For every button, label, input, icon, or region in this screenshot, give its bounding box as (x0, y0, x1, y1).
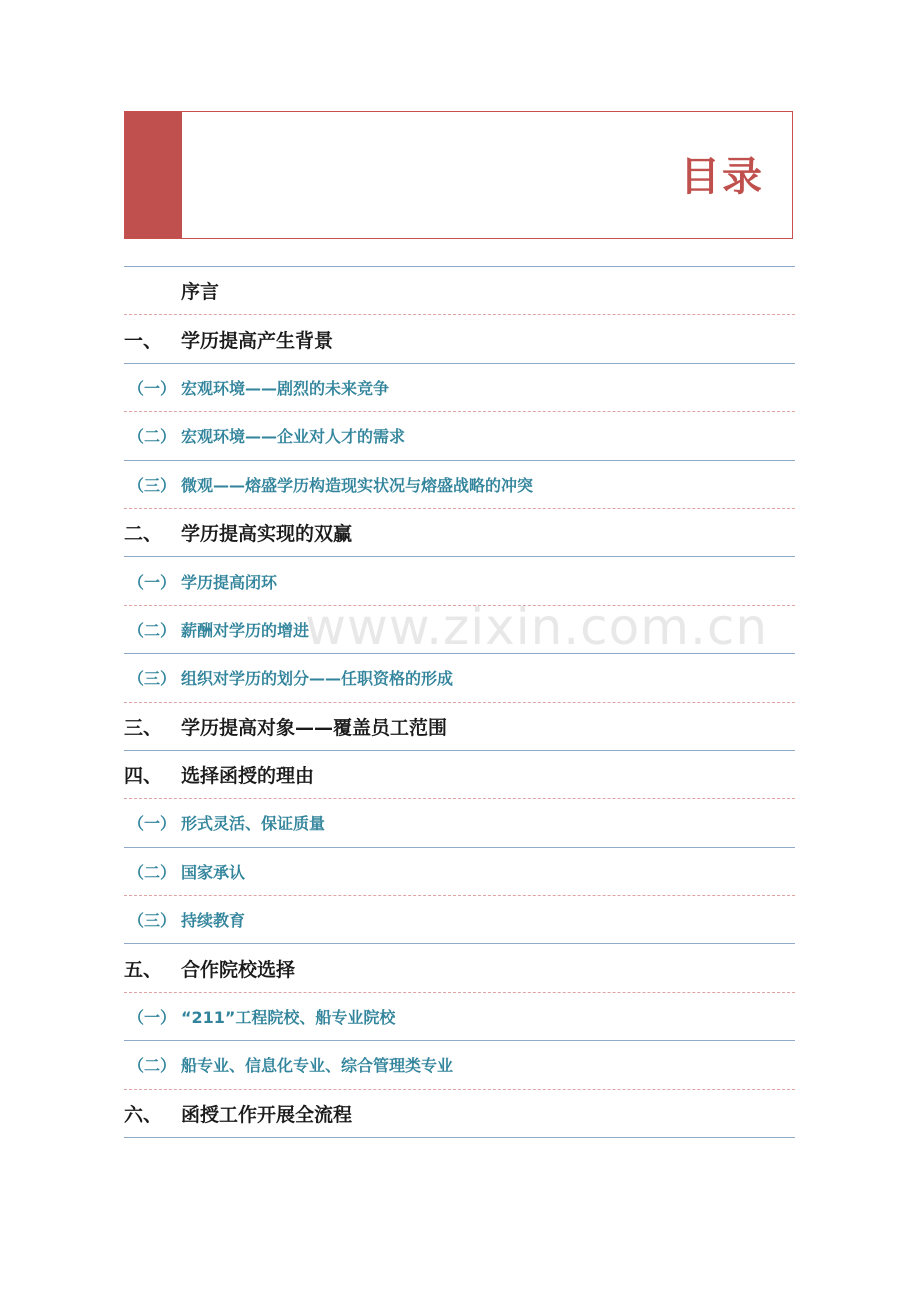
toc-subentry-number: （一） (128, 1008, 177, 1028)
toc-entry[interactable] (124, 509, 795, 557)
toc-subentry-number: （二） (128, 862, 177, 882)
toc-subentry[interactable] (124, 364, 795, 412)
page-title: 目录 (680, 154, 764, 200)
toc-entry-title: 选择函授的理由 (181, 765, 315, 788)
toc-subentry-title: 宏观环境——剧烈的未来竞争 (181, 378, 390, 398)
toc-entry-number: 五、 (124, 958, 163, 981)
toc-subentry[interactable] (124, 606, 795, 654)
toc-subentry-number: （一） (128, 378, 177, 398)
toc-entry[interactable] (124, 944, 795, 992)
toc-header-box (124, 111, 793, 239)
toc-subentry[interactable] (124, 557, 795, 605)
table-of-contents (124, 267, 795, 1138)
toc-entry[interactable] (124, 751, 795, 799)
toc-subentry[interactable] (124, 461, 795, 509)
toc-subentry-number: （三） (128, 911, 177, 931)
toc-entry-title: 学历提高产生背景 (181, 329, 334, 352)
toc-entry-title: 序言 (181, 281, 220, 304)
toc-entry-title: 学历提高实现的双赢 (181, 523, 353, 546)
toc-subentry-title: 薪酬对学历的增进 (181, 620, 310, 640)
toc-subentry-number: （二） (128, 1056, 177, 1076)
toc-subentry-title: 形式灵活、保证质量 (181, 814, 326, 834)
toc-subentry-number: （三） (128, 475, 177, 495)
toc-subentry-number: （二） (128, 427, 177, 447)
toc-entry-number: 四、 (124, 765, 163, 788)
toc-subentry[interactable] (124, 896, 795, 944)
header-accent-bar (125, 112, 182, 238)
toc-entry-title: 合作院校选择 (181, 958, 296, 981)
toc-subentry[interactable] (124, 654, 795, 702)
toc-subentry-title: 微观——熔盛学历构造现实状况与熔盛战略的冲突 (181, 475, 534, 495)
toc-subentry-number: （三） (128, 669, 177, 689)
toc-subentry-title: 船专业、信息化专业、综合管理类专业 (181, 1056, 454, 1076)
toc-entry-number: 三、 (124, 716, 163, 739)
toc-entry[interactable] (124, 315, 795, 363)
toc-subentry[interactable] (124, 799, 795, 847)
watermark: www.zixin.com.cn (305, 598, 769, 656)
toc-entry[interactable] (124, 1090, 795, 1138)
toc-entry[interactable] (124, 267, 795, 315)
toc-entry-number: 六、 (124, 1103, 163, 1126)
toc-entry-title: 函授工作开展全流程 (181, 1103, 353, 1126)
toc-subentry-title: 宏观环境——企业对人才的需求 (181, 427, 406, 447)
toc-subentry-number: （二） (128, 620, 177, 640)
toc-subentry[interactable] (124, 412, 795, 460)
toc-subentry-number: （一） (128, 572, 177, 592)
toc-subentry-title: “211”工程院校、船专业院校 (181, 1008, 396, 1028)
toc-subentry-title: 学历提高闭环 (181, 572, 278, 592)
toc-subentry-number: （一） (128, 814, 177, 834)
toc-entry-number: 二、 (124, 523, 163, 546)
toc-entry-title: 学历提高对象——覆盖员工范围 (181, 716, 448, 739)
toc-entry-number: 一、 (124, 329, 163, 352)
toc-subentry[interactable] (124, 848, 795, 896)
toc-subentry[interactable] (124, 993, 795, 1041)
toc-subentry-title: 国家承认 (181, 862, 246, 882)
toc-subentry[interactable] (124, 1041, 795, 1089)
toc-subentry-title: 持续教育 (181, 911, 246, 931)
toc-entry[interactable] (124, 703, 795, 751)
toc-subentry-title: 组织对学历的划分——任职资格的形成 (181, 669, 454, 689)
